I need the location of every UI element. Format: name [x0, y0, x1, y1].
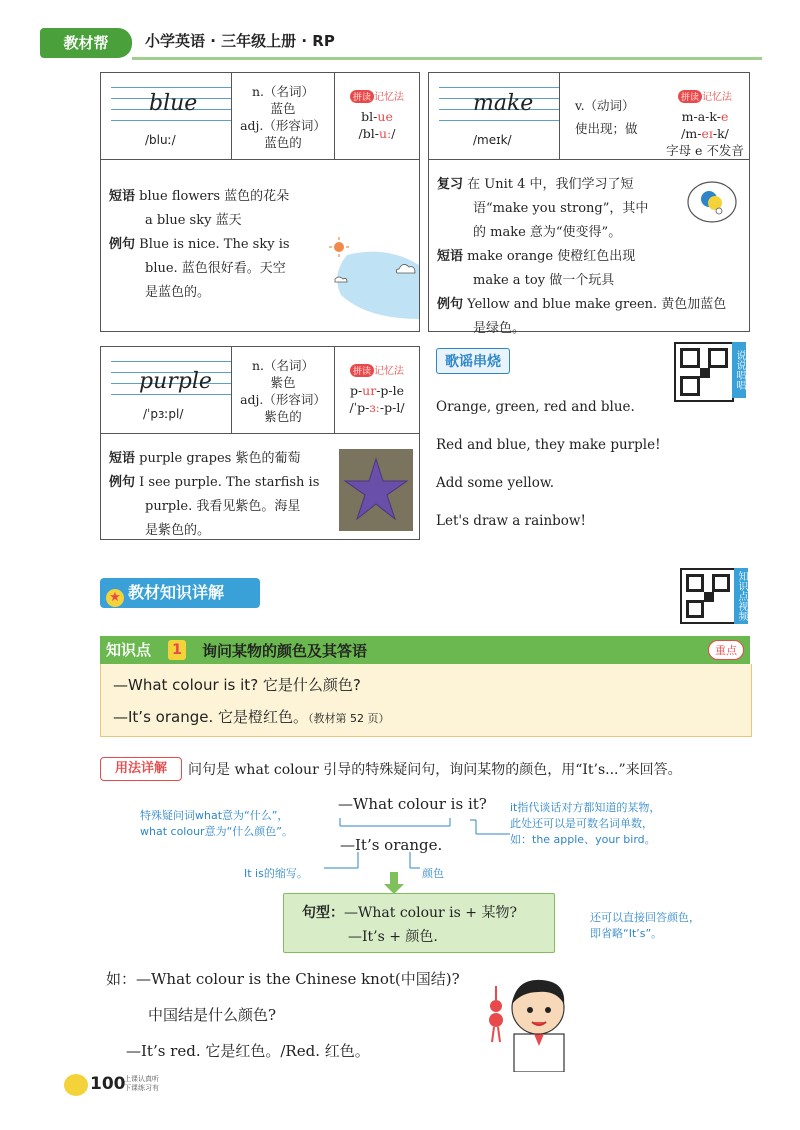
palette-icon — [685, 177, 739, 227]
sound-part: -k/ — [712, 126, 729, 141]
phrase-1: purple grapes 紫色的葡萄 — [139, 451, 301, 466]
knowledge-point-bar — [100, 636, 750, 664]
pinyin-badge: 拼读 — [350, 364, 374, 377]
qr-label-song: 说说唱唱 — [732, 342, 746, 398]
phrase-2: a blue sky 蓝天 — [145, 213, 242, 228]
usage-tag: 用法详解 — [100, 757, 182, 781]
pos-noun: n.（名词） — [251, 84, 315, 99]
silent-e-note: 字母 e 不发音 — [666, 143, 744, 158]
pinyin-badge: 拼读 — [350, 90, 374, 103]
note-right-1: it指代谈话对方都知道的某物， — [510, 801, 661, 814]
note-colour: 颜色 — [422, 867, 444, 880]
word-card-purple — [100, 346, 420, 540]
song-title-box — [436, 348, 510, 374]
phrase-1: blue flowers 蓝色的花朵 — [139, 189, 290, 204]
brand-tab: 教材帮 — [40, 28, 132, 58]
note-right — [510, 800, 660, 848]
ipa-blue: /bluː/ — [145, 133, 176, 147]
kp-ref: （教材第 52 页） — [308, 712, 390, 725]
sound-part: -p-l/ — [379, 400, 405, 415]
example-line-2: 中国结是什么颜色? — [148, 1006, 277, 1024]
note-pattern-1: 还可以直接回答颜色， — [590, 911, 700, 924]
example-2: purple. 我看见紫色。海星 — [145, 499, 301, 514]
example-line-3: —It’s red. 它是红色。/Red. 红色。 — [126, 1042, 370, 1060]
def-noun: 蓝色 — [270, 101, 296, 116]
section-title: 教材知识详解 — [128, 583, 225, 602]
song-lyrics — [436, 388, 736, 540]
down-arrow-icon — [384, 872, 404, 894]
footer-tagline-2: 下课练习有 — [124, 1084, 159, 1092]
review-1: 在 Unit 4 中，我们学习了短 — [467, 177, 634, 192]
header-underline — [132, 57, 762, 60]
phrase-label: 短语 — [109, 189, 136, 204]
pos-adj: adj.（形容词） — [240, 118, 326, 133]
memory-label: 记忆法 — [702, 92, 732, 103]
page-number: 100 — [90, 1074, 126, 1094]
kp-label: 知识点 — [106, 641, 152, 659]
kp-line-1: —What colour is it? 它是什么颜色? — [113, 676, 361, 694]
pattern-box — [283, 893, 555, 953]
footer-tagline-1: 上课认真听 — [124, 1075, 159, 1083]
phrase-1: make orange 使橙红色出现 — [467, 249, 636, 264]
spell-part-red: ue — [377, 109, 393, 124]
pattern-label: 句型： — [302, 905, 344, 921]
song-line-3: Add some yellow. — [436, 475, 555, 491]
pos-verb: v.（动词） — [575, 98, 635, 113]
note-pattern — [590, 910, 700, 942]
sound-part: / — [391, 126, 396, 141]
footer-tagline — [124, 1075, 159, 1093]
spell-part: m-a-k- — [681, 109, 721, 124]
pos-noun: n.（名词） — [251, 358, 315, 373]
example-2: 是绿色。 — [473, 321, 526, 336]
sound-part: /bl- — [358, 126, 379, 141]
qr-code-section[interactable] — [680, 568, 736, 624]
star-icon: ★ — [106, 589, 124, 607]
spell-part: -p-le — [376, 383, 405, 398]
starfish-photo — [339, 449, 413, 531]
usage-text: 问句是 what colour 引导的特殊疑问句，询问某物的颜色，用“It’s...”来回答。 — [188, 762, 682, 778]
example-1: Yellow and blue make green. 黄色加蓝色 — [467, 297, 727, 312]
review-label: 复习 — [437, 177, 464, 192]
sound-part: /m- — [681, 126, 702, 141]
section-banner — [100, 578, 260, 608]
pinyin-badge: 拼读 — [678, 90, 702, 103]
song-line-4: Let's draw a rainbow! — [436, 513, 586, 529]
sky-illustration — [327, 235, 419, 319]
pos-adj: adj.（形容词） — [240, 392, 326, 407]
phrase-label: 短语 — [109, 451, 136, 466]
example-label: 例句 — [437, 297, 464, 312]
note-its: It is的缩写。 — [244, 867, 308, 880]
note-pattern-2: 即省略“It’s”。 — [590, 927, 663, 940]
diagram-answer: —It’s orange. — [340, 836, 443, 854]
song-title: 歌谣串烧 — [436, 348, 510, 374]
kp-title: 询问某物的颜色及其答语 — [202, 642, 368, 660]
memory-label: 记忆法 — [374, 92, 404, 103]
phrase-2: make a toy 做一个玩具 — [473, 273, 615, 288]
kp-line-2: —It’s orange. 它是橙红色。 — [113, 708, 308, 726]
spell-part: bl- — [361, 109, 378, 124]
note-left — [140, 808, 293, 840]
word-make: make — [473, 91, 534, 116]
example-label: 例句 — [109, 237, 136, 252]
example-3: 是紫色的。 — [145, 523, 211, 538]
spell-part-red: ur — [362, 383, 377, 398]
example-1: Blue is nice. The sky is — [139, 237, 290, 252]
def-adj: 蓝色的 — [264, 135, 302, 150]
diagram-arrows — [300, 816, 520, 880]
ipa-make: /meɪk/ — [473, 133, 512, 147]
pattern-line-1: —What colour is + 某物? — [344, 905, 517, 921]
example-3: 是蓝色的。 — [145, 285, 211, 300]
example-1: I see purple. The starfish is — [139, 475, 320, 490]
memory-label: 记忆法 — [374, 366, 404, 377]
sound-part-red: ɜː — [369, 400, 380, 415]
boy-with-knot-illustration — [486, 972, 582, 1072]
review-3: 的 make 意为“使变得”。 — [473, 225, 622, 240]
sound-part-red: eɪ — [701, 126, 713, 141]
phrase-label: 短语 — [437, 249, 464, 264]
knowledge-point-box — [100, 664, 752, 737]
qr-label-section: 知识点视频 — [734, 568, 748, 624]
header-title: 小学英语 · 三年级上册 · RP — [145, 32, 335, 50]
important-badge: 重点 — [708, 640, 744, 660]
sound-part-red: uː — [378, 126, 392, 141]
sound-part: /ˈp- — [349, 400, 370, 415]
note-left-1: 特殊疑问词what意为“什么”， — [140, 809, 289, 822]
spell-part-red: e — [720, 109, 729, 124]
note-right-2: 此处还可以是可数名词单数， — [510, 817, 653, 830]
def-verb: 使出现；做 — [575, 121, 638, 136]
word-purple: purple — [139, 369, 212, 394]
word-card-blue — [100, 72, 420, 332]
pattern-line-2: —It’s + 颜色. — [348, 929, 438, 945]
note-right-3: 如：the apple、your bird。 — [510, 833, 656, 846]
def-noun: 紫色 — [270, 375, 296, 390]
ipa-purple: /ˈpɜːpl/ — [143, 407, 184, 421]
spell-part: p- — [349, 383, 363, 398]
word-blue: blue — [149, 91, 198, 116]
review-2: 语“make you strong”，其中 — [473, 201, 649, 216]
example-line-1: 如：—What colour is the Chinese knot(中国结)? — [106, 970, 460, 988]
kp-number: 1 — [168, 640, 186, 660]
note-left-2: what colour意为“什么颜色”。 — [140, 825, 293, 838]
example-2: blue. 蓝色很好看。天空 — [145, 261, 286, 276]
example-label: 例句 — [109, 475, 136, 490]
song-line-2: Red and blue, they make purple! — [436, 437, 661, 453]
word-card-make — [428, 72, 750, 336]
diagram-question: —What colour is it? — [338, 795, 487, 813]
song-line-1: Orange, green, red and blue. — [436, 399, 635, 415]
def-adj: 紫色的 — [264, 409, 302, 424]
mascot-icon — [64, 1074, 88, 1096]
